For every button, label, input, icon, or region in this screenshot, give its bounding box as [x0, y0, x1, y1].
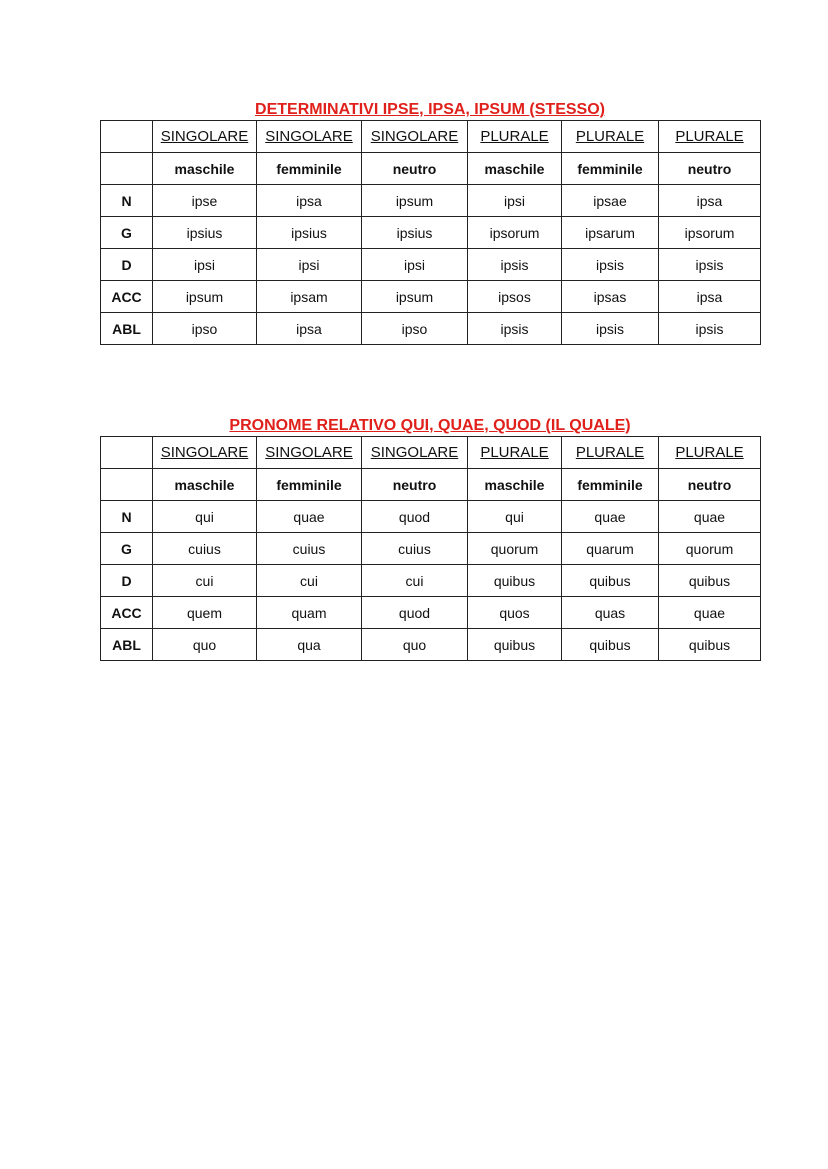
declension-section-qui: [100, 416, 760, 661]
table-row: [101, 249, 761, 281]
corner-cell: [101, 153, 153, 185]
form-cell: ipsum: [362, 281, 468, 313]
form-cell: ipsam: [257, 281, 362, 313]
case-label: ACC: [101, 597, 153, 629]
gender-header: femminile: [257, 469, 362, 501]
form-cell: quo: [362, 629, 468, 661]
form-cell: ipsa: [659, 185, 761, 217]
form-cell: ipsum: [362, 185, 468, 217]
form-cell: ipsis: [659, 313, 761, 345]
form-cell: ipso: [362, 313, 468, 345]
form-cell: ipsa: [257, 313, 362, 345]
form-cell: ipso: [153, 313, 257, 345]
form-cell: quam: [257, 597, 362, 629]
case-label: D: [101, 565, 153, 597]
form-cell: quibus: [562, 629, 659, 661]
form-cell: quae: [659, 501, 761, 533]
form-cell: quarum: [562, 533, 659, 565]
form-cell: ipsi: [468, 185, 562, 217]
table-row: [101, 185, 761, 217]
form-cell: ipsis: [468, 249, 562, 281]
form-cell: quod: [362, 501, 468, 533]
case-label: G: [101, 217, 153, 249]
declension-table: [100, 120, 761, 345]
number-header: SINGOLARE: [362, 121, 468, 153]
form-cell: ipsorum: [468, 217, 562, 249]
form-cell: ipsius: [362, 217, 468, 249]
form-cell: cuius: [362, 533, 468, 565]
gender-header-row: [101, 469, 761, 501]
gender-header: femminile: [562, 153, 659, 185]
gender-header: femminile: [562, 469, 659, 501]
gender-header: maschile: [153, 153, 257, 185]
number-header: PLURALE: [468, 121, 562, 153]
form-cell: quibus: [468, 629, 562, 661]
form-cell: qui: [153, 501, 257, 533]
form-cell: ipse: [153, 185, 257, 217]
form-cell: ipsas: [562, 281, 659, 313]
declension-table: [100, 436, 761, 661]
form-cell: ipsis: [659, 249, 761, 281]
form-cell: ipsorum: [659, 217, 761, 249]
table-row: [101, 217, 761, 249]
number-header: PLURALE: [562, 437, 659, 469]
table-row: [101, 629, 761, 661]
gender-header: maschile: [468, 153, 562, 185]
form-cell: quorum: [659, 533, 761, 565]
table-row: [101, 281, 761, 313]
number-header: SINGOLARE: [153, 121, 257, 153]
number-header: PLURALE: [659, 121, 761, 153]
number-header: SINGOLARE: [257, 437, 362, 469]
form-cell: quorum: [468, 533, 562, 565]
gender-header: maschile: [468, 469, 562, 501]
corner-cell: [101, 121, 153, 153]
case-label: ACC: [101, 281, 153, 313]
number-header: PLURALE: [562, 121, 659, 153]
table-row: [101, 533, 761, 565]
form-cell: quos: [468, 597, 562, 629]
form-cell: cuius: [257, 533, 362, 565]
form-cell: ipsa: [659, 281, 761, 313]
form-cell: qui: [468, 501, 562, 533]
case-label: ABL: [101, 629, 153, 661]
table-title: PRONOME RELATIVO QUI, QUAE, QUOD (IL QUALE): [229, 417, 631, 434]
table-row: [101, 501, 761, 533]
number-header: SINGOLARE: [153, 437, 257, 469]
form-cell: ipsi: [362, 249, 468, 281]
form-cell: ipsa: [257, 185, 362, 217]
table-row: [101, 597, 761, 629]
table-title: DETERMINATIVI IPSE, IPSA, IPSUM (STESSO): [255, 101, 605, 118]
form-cell: ipsum: [153, 281, 257, 313]
gender-header: neutro: [362, 469, 468, 501]
gender-header-row: [101, 153, 761, 185]
form-cell: cui: [153, 565, 257, 597]
form-cell: quae: [257, 501, 362, 533]
number-header: PLURALE: [659, 437, 761, 469]
table-row: [101, 565, 761, 597]
number-header: PLURALE: [468, 437, 562, 469]
form-cell: ipsi: [153, 249, 257, 281]
form-cell: quem: [153, 597, 257, 629]
form-cell: ipsis: [562, 313, 659, 345]
form-cell: cuius: [153, 533, 257, 565]
form-cell: ipsos: [468, 281, 562, 313]
form-cell: quae: [659, 597, 761, 629]
case-label: ABL: [101, 313, 153, 345]
form-cell: ipsis: [468, 313, 562, 345]
gender-header: neutro: [659, 469, 761, 501]
gender-header: maschile: [153, 469, 257, 501]
form-cell: quibus: [659, 565, 761, 597]
form-cell: quibus: [562, 565, 659, 597]
case-label: D: [101, 249, 153, 281]
form-cell: cui: [257, 565, 362, 597]
form-cell: ipsis: [562, 249, 659, 281]
form-cell: ipsius: [153, 217, 257, 249]
case-label: N: [101, 185, 153, 217]
case-label: N: [101, 501, 153, 533]
gender-header: neutro: [362, 153, 468, 185]
number-header-row: [101, 121, 761, 153]
table-row: [101, 313, 761, 345]
form-cell: ipsae: [562, 185, 659, 217]
form-cell: quo: [153, 629, 257, 661]
number-header: SINGOLARE: [257, 121, 362, 153]
form-cell: quod: [362, 597, 468, 629]
form-cell: cui: [362, 565, 468, 597]
form-cell: qua: [257, 629, 362, 661]
number-header-row: [101, 437, 761, 469]
form-cell: quibus: [659, 629, 761, 661]
form-cell: quae: [562, 501, 659, 533]
corner-cell: [101, 469, 153, 501]
form-cell: quibus: [468, 565, 562, 597]
gender-header: femminile: [257, 153, 362, 185]
form-cell: ipsi: [257, 249, 362, 281]
declension-section-ipse: [100, 100, 760, 345]
number-header: SINGOLARE: [362, 437, 468, 469]
form-cell: ipsius: [257, 217, 362, 249]
corner-cell: [101, 437, 153, 469]
form-cell: ipsarum: [562, 217, 659, 249]
gender-header: neutro: [659, 153, 761, 185]
case-label: G: [101, 533, 153, 565]
form-cell: quas: [562, 597, 659, 629]
